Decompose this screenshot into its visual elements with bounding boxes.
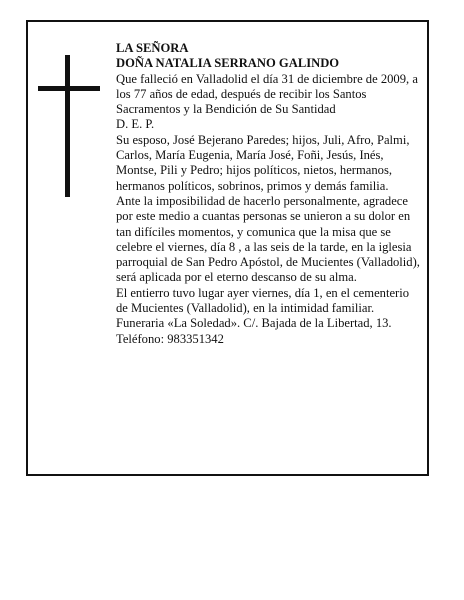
dep-text: D. E. P.	[116, 117, 155, 132]
cross-horizontal-bar	[38, 86, 100, 91]
family-list: Su esposo, José Bejerano Paredes; hijos, Juli, Afro, Palmi, Carlos, María Eugenia, María José, Foñi, Jesús, Inés, Montse, Pili y Pedro; hijos políticos, nietos, hermanos, hermanos políticos, sobrinos, primos y demás familia.	[116, 132, 410, 193]
cross-vertical-bar	[65, 55, 70, 197]
notice-text	[116, 41, 424, 347]
deceased-name: DOÑA NATALIA SERRANO GALINDO	[116, 56, 340, 71]
phone-number: Teléfono: 983351342	[116, 331, 224, 346]
cross-icon	[38, 55, 100, 197]
obituary-notice	[26, 20, 429, 476]
thanks-and-mass: Ante la imposibilidad de hacerlo personalmente, agradece por este medio a cuantas personas se unieron a su dolor en tan difíciles momentos, y comunica que la misa que se celebre el viernes, día 8 , a las seis de la tarde, en la iglesia parroquial de San Pedro Apóstol, de Mucientes (Valladolid), será aplicada por el eterno descanso de su alma.	[116, 193, 420, 285]
funeral-home: Funeraria «La Soledad». C/. Bajada de la Libertad, 13.	[116, 316, 392, 331]
notice-title: LA SEÑORA	[116, 41, 189, 55]
burial-info: El entierro tuvo lugar ayer viernes, día 1, en el cementerio de Mucientes (Valladolid), en la intimidad familiar.	[116, 285, 410, 316]
death-info: Que falleció en Valladolid el día 31 de diciembre de 2009, a los 77 años de edad, después de recibir los Santos Sacramentos y la Bendición de Su Santidad	[116, 71, 418, 117]
